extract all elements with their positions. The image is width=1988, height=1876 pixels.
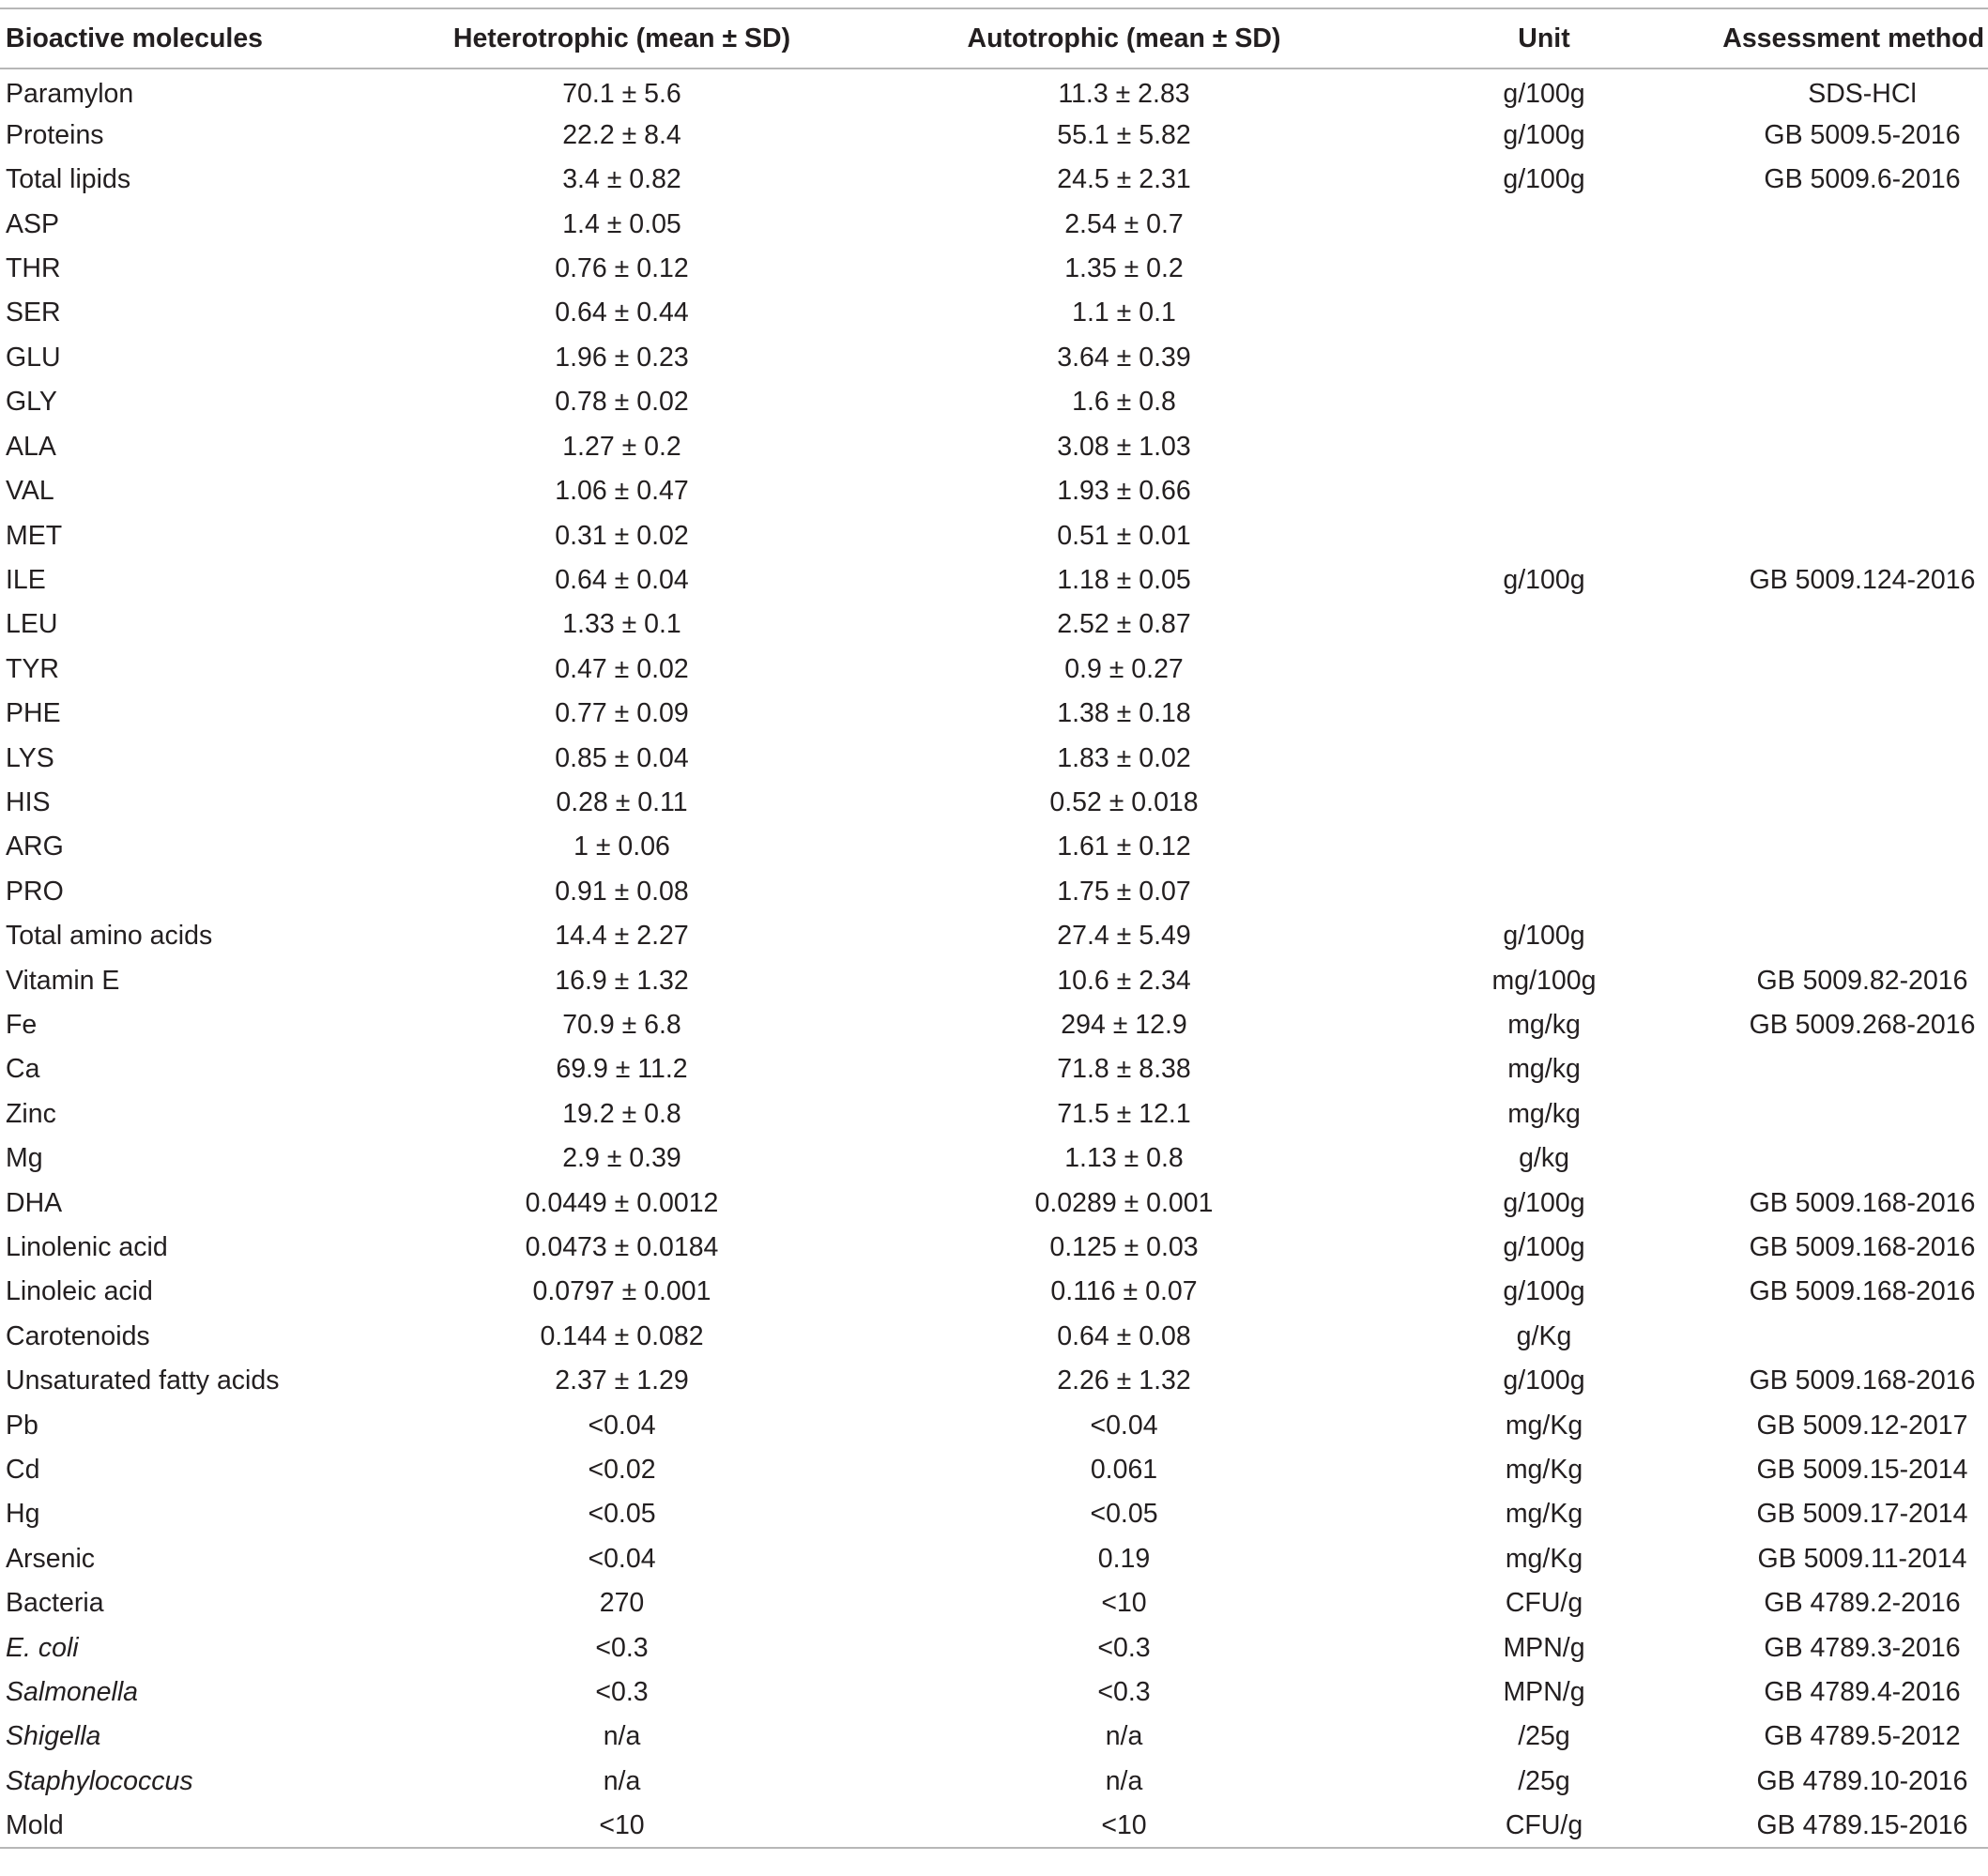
assessment-method-cell: GB 4789.15-2016: [1756, 1809, 1968, 1840]
unit-cell: MPN/g: [1503, 1677, 1585, 1708]
unit-cell: g/100g: [1503, 564, 1585, 595]
table-row: [0, 202, 1988, 246]
assessment-method-cell: [1699, 1091, 1988, 1136]
table-row: [0, 291, 1988, 335]
unit-cell: g/100g: [1503, 1232, 1585, 1263]
molecule-name-cell: GLU: [6, 342, 61, 373]
table-row: [0, 1047, 1988, 1091]
assessment-method-cell: GB 5009.124-2016: [1749, 564, 1976, 595]
heterotrophic-value-cell: 1.96 ± 0.23: [555, 342, 689, 373]
molecule-name-cell: Paramylon: [6, 78, 134, 109]
heterotrophic-value-cell: <0.02: [588, 1455, 656, 1486]
unit-cell: mg/Kg: [1505, 1410, 1583, 1441]
header-molecule: Bioactive molecules: [6, 23, 264, 53]
assessment-method-cell: [1699, 335, 1988, 379]
assessment-method-cell: GB 5009.12-2017: [1756, 1410, 1968, 1441]
molecule-name-cell: Ca: [6, 1054, 40, 1085]
table-row: [0, 469, 1988, 513]
unit-cell: mg/Kg: [1505, 1543, 1583, 1574]
unit-cell: g/100g: [1503, 921, 1585, 952]
autotrophic-value-cell: 0.19: [1097, 1543, 1151, 1574]
unit-cell: [1389, 781, 1699, 825]
heterotrophic-value-cell: n/a: [603, 1765, 641, 1796]
autotrophic-value-cell: <0.3: [1097, 1632, 1151, 1663]
table-row: [0, 647, 1988, 691]
unit-cell: [1389, 869, 1699, 913]
assessment-method-cell: [1699, 1047, 1988, 1091]
assessment-method-cell: GB 4789.5-2012: [1764, 1721, 1961, 1752]
header-autotrophic: Autotrophic (mean ± SD): [967, 23, 1281, 53]
molecule-name-cell: SER: [6, 297, 61, 328]
heterotrophic-value-cell: <0.3: [595, 1677, 649, 1708]
assessment-method-cell: [1699, 647, 1988, 691]
molecule-name-cell: LYS: [6, 742, 54, 773]
table-row: [0, 335, 1988, 379]
header-method: Assessment method: [1722, 23, 1984, 53]
assessment-method-cell: [1699, 825, 1988, 869]
molecule-name-cell: Bacteria: [6, 1588, 104, 1619]
table-row: [0, 1181, 1988, 1225]
table-row: [0, 380, 1988, 424]
table-row: [0, 1091, 1988, 1136]
unit-cell: /25g: [1518, 1721, 1570, 1752]
autotrophic-value-cell: <10: [1101, 1809, 1147, 1840]
heterotrophic-value-cell: 69.9 ± 11.2: [556, 1054, 688, 1085]
table-row: [0, 869, 1988, 913]
unit-cell: mg/kg: [1507, 1009, 1581, 1040]
molecule-name-cell: E. coli: [6, 1632, 79, 1663]
assessment-method-cell: GB 5009.168-2016: [1749, 1232, 1976, 1263]
autotrophic-value-cell: 1.93 ± 0.66: [1057, 476, 1191, 507]
heterotrophic-value-cell: 1.33 ± 0.1: [562, 609, 681, 640]
table-row: [0, 247, 1988, 291]
molecule-name-cell: PHE: [6, 698, 61, 729]
table-row: [0, 557, 1988, 602]
unit-cell: [1389, 469, 1699, 513]
molecule-name-cell: Mg: [6, 1143, 43, 1174]
unit-cell: [1389, 825, 1699, 869]
table-row: [0, 1270, 1988, 1314]
molecule-name-cell: ASP: [6, 208, 60, 239]
unit-cell: CFU/g: [1505, 1809, 1583, 1840]
heterotrophic-value-cell: 0.85 ± 0.04: [555, 742, 689, 773]
unit-cell: [1389, 736, 1699, 780]
heterotrophic-value-cell: 2.37 ± 1.29: [555, 1365, 689, 1396]
table-row: [0, 158, 1988, 202]
molecule-name-cell: Vitamin E: [6, 965, 120, 996]
unit-cell: g/100g: [1503, 164, 1585, 195]
table-row: [0, 825, 1988, 869]
autotrophic-value-cell: 0.52 ± 0.018: [1049, 786, 1199, 817]
heterotrophic-value-cell: <0.04: [588, 1543, 656, 1574]
unit-cell: mg/100g: [1491, 965, 1597, 996]
assessment-method-cell: GB 5009.268-2016: [1749, 1009, 1976, 1040]
heterotrophic-value-cell: 3.4 ± 0.82: [562, 164, 681, 195]
assessment-method-cell: GB 5009.82-2016: [1756, 965, 1968, 996]
unit-cell: [1389, 513, 1699, 557]
molecule-name-cell: Staphylococcus: [6, 1765, 193, 1796]
autotrophic-value-cell: 1.75 ± 0.07: [1057, 876, 1191, 907]
bioactive-molecules-table: [0, 8, 1988, 1849]
molecule-name-cell: Total amino acids: [6, 921, 213, 952]
unit-cell: [1389, 247, 1699, 291]
autotrophic-value-cell: 2.52 ± 0.87: [1057, 609, 1191, 640]
heterotrophic-value-cell: 1.4 ± 0.05: [562, 208, 681, 239]
unit-cell: g/Kg: [1516, 1320, 1572, 1351]
heterotrophic-value-cell: 0.0797 ± 0.001: [532, 1276, 711, 1307]
table-row: [0, 736, 1988, 780]
unit-cell: [1389, 647, 1699, 691]
autotrophic-value-cell: 1.13 ± 0.8: [1064, 1143, 1184, 1174]
heterotrophic-value-cell: 1.27 ± 0.2: [562, 431, 681, 462]
molecule-name-cell: Pb: [6, 1410, 38, 1441]
unit-cell: g/100g: [1503, 1187, 1585, 1218]
autotrophic-value-cell: 71.5 ± 12.1: [1057, 1098, 1191, 1129]
heterotrophic-value-cell: 2.9 ± 0.39: [562, 1143, 681, 1174]
table-row: [0, 914, 1988, 958]
heterotrophic-value-cell: 0.0449 ± 0.0012: [525, 1187, 719, 1218]
assessment-method-cell: [1699, 291, 1988, 335]
molecule-name-cell: ALA: [6, 431, 56, 462]
autotrophic-value-cell: 1.18 ± 0.05: [1057, 564, 1191, 595]
autotrophic-value-cell: <0.05: [1090, 1499, 1158, 1530]
molecule-name-cell: TYR: [6, 653, 59, 684]
autotrophic-value-cell: 1.6 ± 0.8: [1072, 387, 1176, 418]
assessment-method-cell: GB 5009.168-2016: [1749, 1187, 1976, 1218]
heterotrophic-value-cell: <10: [599, 1809, 645, 1840]
heterotrophic-value-cell: 270: [599, 1588, 645, 1619]
assessment-method-cell: GB 5009.168-2016: [1749, 1276, 1976, 1307]
unit-cell: g/kg: [1519, 1143, 1569, 1174]
table-header: [0, 8, 1988, 69]
heterotrophic-value-cell: <0.05: [588, 1499, 656, 1530]
molecule-name-cell: DHA: [6, 1187, 63, 1218]
molecule-name-cell: THR: [6, 253, 61, 284]
autotrophic-value-cell: 24.5 ± 2.31: [1057, 164, 1191, 195]
table-row: [0, 1625, 1988, 1670]
molecule-name-cell: Shigella: [6, 1721, 101, 1752]
molecule-name-cell: GLY: [6, 387, 57, 418]
autotrophic-value-cell: 1.61 ± 0.12: [1057, 831, 1191, 862]
heterotrophic-value-cell: 0.144 ± 0.082: [540, 1320, 704, 1351]
table-row: [0, 1003, 1988, 1047]
molecule-name-cell: Zinc: [6, 1098, 56, 1129]
autotrophic-value-cell: 0.125 ± 0.03: [1049, 1232, 1199, 1263]
molecule-name-cell: LEU: [6, 609, 58, 640]
assessment-method-cell: [1699, 424, 1988, 468]
molecule-name-cell: Mold: [6, 1809, 64, 1840]
heterotrophic-value-cell: 0.91 ± 0.08: [555, 876, 689, 907]
heterotrophic-value-cell: n/a: [603, 1721, 641, 1752]
molecule-name-cell: Salmonella: [6, 1677, 138, 1708]
unit-cell: g/100g: [1503, 1276, 1585, 1307]
assessment-method-cell: [1699, 1314, 1988, 1358]
heterotrophic-value-cell: 0.76 ± 0.12: [555, 253, 689, 284]
heterotrophic-value-cell: 70.9 ± 6.8: [562, 1009, 681, 1040]
unit-cell: g/100g: [1503, 1365, 1585, 1396]
autotrophic-value-cell: 0.0289 ± 0.001: [1034, 1187, 1214, 1218]
heterotrophic-value-cell: 0.78 ± 0.02: [555, 387, 689, 418]
table-row: [0, 958, 1988, 1002]
autotrophic-value-cell: n/a: [1105, 1765, 1143, 1796]
autotrophic-value-cell: 3.08 ± 1.03: [1057, 431, 1191, 462]
table-row: [0, 692, 1988, 736]
autotrophic-value-cell: 1.35 ± 0.2: [1064, 253, 1184, 284]
molecule-name-cell: VAL: [6, 476, 54, 507]
molecule-name-cell: Hg: [6, 1499, 40, 1530]
autotrophic-value-cell: 71.8 ± 8.38: [1057, 1054, 1191, 1085]
autotrophic-value-cell: <0.04: [1090, 1410, 1158, 1441]
unit-cell: /25g: [1518, 1765, 1570, 1796]
heterotrophic-value-cell: <0.04: [588, 1410, 656, 1441]
table-row: [0, 1314, 1988, 1358]
assessment-method-cell: GB 5009.5-2016: [1764, 119, 1961, 150]
autotrophic-value-cell: 0.116 ± 0.07: [1050, 1276, 1198, 1307]
unit-cell: mg/Kg: [1505, 1499, 1583, 1530]
autotrophic-value-cell: 0.061: [1090, 1455, 1158, 1486]
assessment-method-cell: GB 4789.4-2016: [1764, 1677, 1961, 1708]
unit-cell: [1389, 424, 1699, 468]
assessment-method-cell: [1699, 692, 1988, 736]
unit-cell: [1389, 602, 1699, 647]
molecule-name-cell: ARG: [6, 831, 64, 862]
table-row: [0, 1715, 1988, 1759]
unit-cell: CFU/g: [1505, 1588, 1583, 1619]
table-row: [0, 1136, 1988, 1181]
table-row: [0, 1759, 1988, 1803]
table-row: [0, 1670, 1988, 1715]
table-row: [0, 113, 1988, 157]
assessment-method-cell: [1699, 513, 1988, 557]
unit-cell: [1389, 291, 1699, 335]
molecule-name-cell: PRO: [6, 876, 64, 907]
heterotrophic-value-cell: 0.0473 ± 0.0184: [525, 1232, 719, 1263]
table-body: [0, 69, 1988, 1848]
heterotrophic-value-cell: 1 ± 0.06: [573, 831, 670, 862]
autotrophic-value-cell: 0.51 ± 0.01: [1057, 520, 1191, 551]
assessment-method-cell: [1699, 869, 1988, 913]
molecule-name-cell: Fe: [6, 1009, 38, 1040]
heterotrophic-value-cell: 19.2 ± 0.8: [562, 1098, 681, 1129]
table-row: [0, 1492, 1988, 1536]
assessment-method-cell: [1699, 914, 1988, 958]
unit-cell: g/100g: [1503, 119, 1585, 150]
unit-cell: [1389, 692, 1699, 736]
header-heterotrophic: Heterotrophic (mean ± SD): [452, 23, 791, 53]
heterotrophic-value-cell: <0.3: [595, 1632, 649, 1663]
autotrophic-value-cell: 3.64 ± 0.39: [1057, 342, 1191, 373]
unit-cell: [1389, 202, 1699, 246]
molecule-name-cell: Linolenic acid: [6, 1232, 168, 1263]
assessment-method-cell: GB 5009.15-2014: [1756, 1455, 1968, 1486]
molecule-name-cell: Carotenoids: [6, 1320, 150, 1351]
autotrophic-value-cell: <10: [1101, 1588, 1147, 1619]
assessment-method-cell: [1699, 380, 1988, 424]
table-row: [0, 602, 1988, 647]
heterotrophic-value-cell: 14.4 ± 2.27: [555, 921, 689, 952]
heterotrophic-value-cell: 0.47 ± 0.02: [555, 653, 689, 684]
heterotrophic-value-cell: 0.64 ± 0.44: [555, 297, 689, 328]
unit-cell: mg/kg: [1507, 1098, 1581, 1129]
table-row: [0, 1403, 1988, 1447]
table-row: [0, 781, 1988, 825]
unit-cell: [1389, 380, 1699, 424]
heterotrophic-value-cell: 1.06 ± 0.47: [555, 476, 689, 507]
assessment-method-cell: GB 4789.3-2016: [1764, 1632, 1961, 1663]
molecule-name-cell: Unsaturated fatty acids: [6, 1365, 280, 1396]
assessment-method-cell: [1699, 202, 1988, 246]
autotrophic-value-cell: 1.83 ± 0.02: [1057, 742, 1191, 773]
heterotrophic-value-cell: 70.1 ± 5.6: [562, 78, 681, 109]
autotrophic-value-cell: 0.64 ± 0.08: [1057, 1320, 1191, 1351]
heterotrophic-value-cell: 0.77 ± 0.09: [555, 698, 689, 729]
molecule-name-cell: Cd: [6, 1455, 40, 1486]
molecule-name-cell: Arsenic: [6, 1543, 96, 1574]
autotrophic-value-cell: 10.6 ± 2.34: [1057, 965, 1191, 996]
assessment-method-cell: [1699, 736, 1988, 780]
assessment-method-cell: GB 5009.168-2016: [1749, 1365, 1976, 1396]
assessment-method-cell: [1699, 469, 1988, 513]
table-row: [0, 1359, 1988, 1403]
autotrophic-value-cell: <0.3: [1097, 1677, 1151, 1708]
autotrophic-value-cell: 1.1 ± 0.1: [1072, 297, 1176, 328]
table-row: [0, 1804, 1988, 1848]
assessment-method-cell: GB 4789.10-2016: [1756, 1765, 1968, 1796]
table-row: [0, 69, 1988, 113]
molecule-name-cell: Proteins: [6, 119, 104, 150]
unit-cell: mg/kg: [1507, 1054, 1581, 1085]
table-row: [0, 424, 1988, 468]
molecule-name-cell: ILE: [6, 564, 46, 595]
heterotrophic-value-cell: 0.31 ± 0.02: [555, 520, 689, 551]
table-row: [0, 1581, 1988, 1625]
molecule-name-cell: HIS: [6, 786, 51, 817]
heterotrophic-value-cell: 16.9 ± 1.32: [555, 965, 689, 996]
autotrophic-value-cell: n/a: [1105, 1721, 1143, 1752]
autotrophic-value-cell: 55.1 ± 5.82: [1057, 119, 1191, 150]
assessment-method-cell: GB 4789.2-2016: [1764, 1588, 1961, 1619]
assessment-method-cell: [1699, 781, 1988, 825]
unit-cell: [1389, 335, 1699, 379]
autotrophic-value-cell: 27.4 ± 5.49: [1057, 921, 1191, 952]
heterotrophic-value-cell: 0.28 ± 0.11: [556, 786, 688, 817]
table-row: [0, 1536, 1988, 1580]
assessment-method-cell: GB 5009.6-2016: [1764, 164, 1961, 195]
header-unit: Unit: [1518, 23, 1570, 53]
unit-cell: MPN/g: [1503, 1632, 1585, 1663]
molecule-name-cell: Total lipids: [6, 164, 131, 195]
assessment-method-cell: [1699, 602, 1988, 647]
header-row: [0, 8, 1988, 69]
table-row: [0, 1226, 1988, 1270]
assessment-method-cell: [1699, 1136, 1988, 1181]
unit-cell: g/100g: [1503, 78, 1585, 109]
table-row: [0, 513, 1988, 557]
autotrophic-value-cell: 11.3 ± 2.83: [1058, 78, 1190, 109]
unit-cell: mg/Kg: [1505, 1455, 1583, 1486]
assessment-method-cell: [1699, 247, 1988, 291]
assessment-method-cell: GB 5009.17-2014: [1756, 1499, 1968, 1530]
autotrophic-value-cell: 2.26 ± 1.32: [1057, 1365, 1191, 1396]
molecule-name-cell: MET: [6, 520, 63, 551]
heterotrophic-value-cell: 0.64 ± 0.04: [555, 564, 689, 595]
autotrophic-value-cell: 0.9 ± 0.27: [1064, 653, 1184, 684]
autotrophic-value-cell: 1.38 ± 0.18: [1057, 698, 1191, 729]
heterotrophic-value-cell: 22.2 ± 8.4: [562, 119, 681, 150]
assessment-method-cell: GB 5009.11-2014: [1757, 1543, 1967, 1574]
autotrophic-value-cell: 294 ± 12.9: [1061, 1009, 1187, 1040]
molecule-name-cell: Linoleic acid: [6, 1276, 153, 1307]
assessment-method-cell: SDS-HCl: [1808, 78, 1917, 109]
table-row: [0, 1448, 1988, 1492]
autotrophic-value-cell: 2.54 ± 0.7: [1064, 208, 1184, 239]
